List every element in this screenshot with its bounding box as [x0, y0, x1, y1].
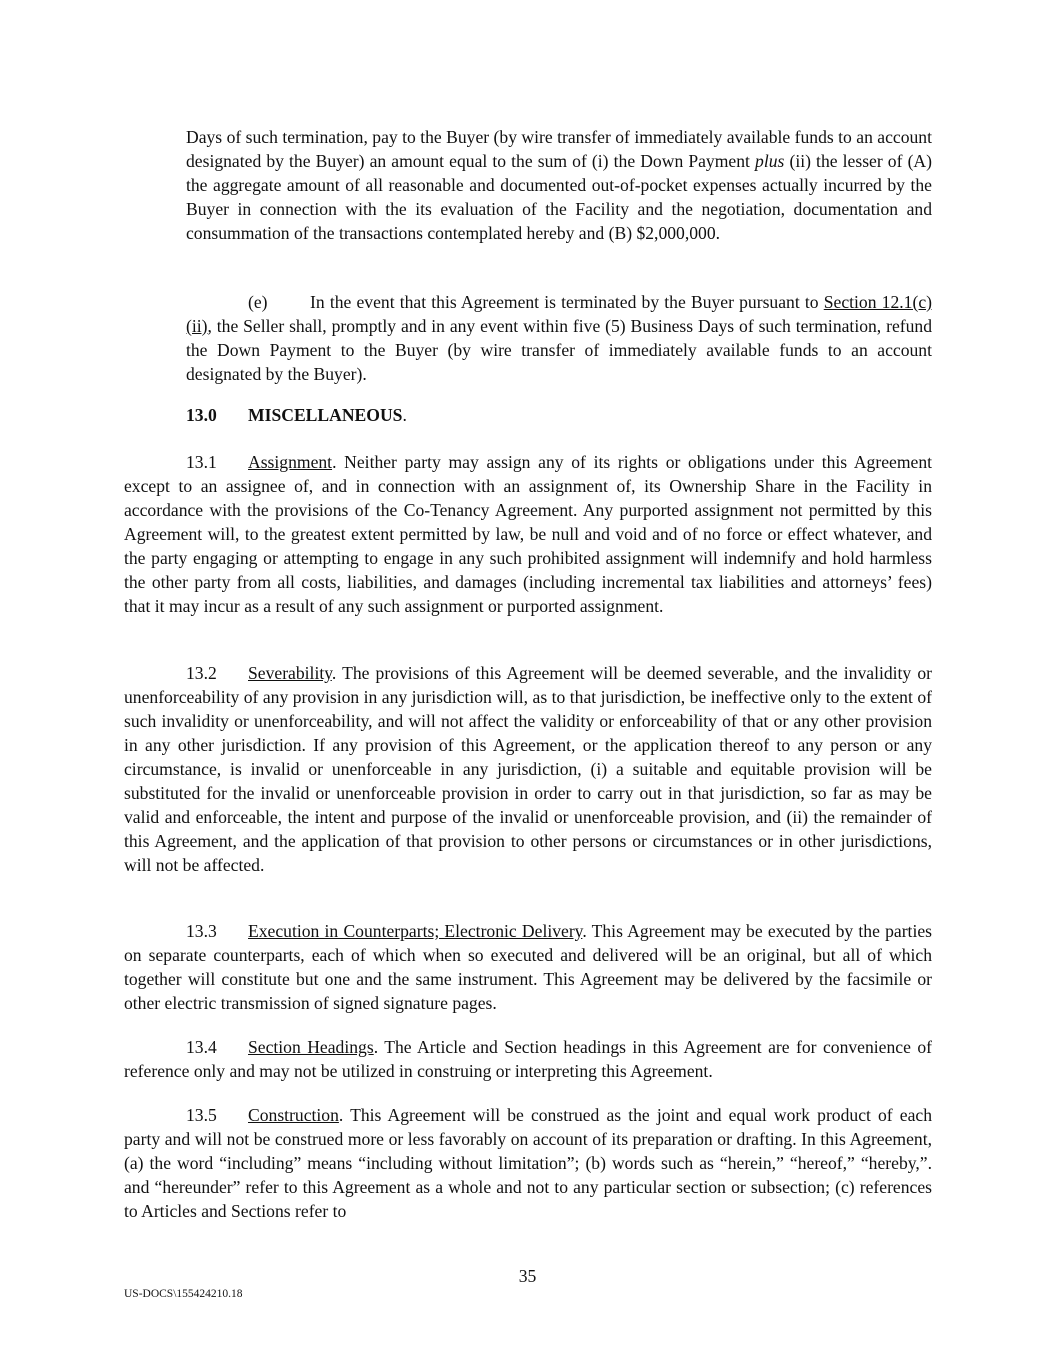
section-13-4 [124, 1035, 932, 1083]
section-number: 13.1 [186, 452, 217, 472]
continuation-italic: plus [755, 151, 785, 171]
paragraph-e [186, 290, 932, 386]
section-title: Section Headings [248, 1037, 374, 1057]
section-text: . The Article and Section headings in this Agreement are for convenience of reference only and may not be utilized in construing or interpreting this Agreement. [124, 1037, 932, 1081]
section-title: Execution in Counterparts; Electronic Delivery [248, 921, 583, 941]
section-title: Severability [248, 663, 332, 683]
section-title: Construction [248, 1105, 339, 1125]
section-heading [186, 403, 932, 427]
section-12-1-c-ii-link: Section 12.1(c)(ii) [186, 292, 932, 336]
section-number: 13.2 [186, 663, 217, 683]
section-heading-title: MISCELLANEOUS [248, 405, 403, 425]
section-title: Assignment [248, 452, 333, 472]
section-13-5 [124, 1103, 932, 1223]
paragraph-e-text-after: , the Seller shall, promptly and in any event within five (5) Business Days of such termination, refund the Down Payment to the Buyer (by wire transfer of immediately available funds to an account designated by the Buyer). [186, 316, 932, 384]
section-text: . Neither party may assign any of its rights or obligations under this Agreement except to an assignee of, and in connection with an assignment of, its Ownership Share in the Facility in accordance with the provisions of the Co-Tenancy Agreement. Any purported assignment not permitted by this Agreement will, to the greatest extent permitted by law, be null and void and of no force or effect whatever, and the party engaging or attempting to engage in any such prohibited assignment will indemnify and hold harmless the other party from all costs, liabilities, and damages (including incremental tax liabilities and attorneys’ fees) that it may incur as a result of any such assignment or purported assignment. [124, 452, 932, 616]
paragraph-e-label: (e) [248, 292, 268, 312]
section-13-2 [124, 661, 932, 877]
section-text: . This Agreement may be executed by the parties on separate counterparts, each of which when so executed and delivered will be an original, but all of which together will constitute but one and the same instrument. This Agreement may be delivered by the facsimile or other electric transmission of signed signature pages. [124, 921, 932, 1013]
document-id: US-DOCS\155424210.18 [124, 1288, 243, 1300]
continuation-text: Days of such termination, pay to the Buyer (by wire transfer of immediately available funds to an account designated by the Buyer) an amount equal to the sum of (i) the Down Payment [186, 127, 932, 171]
page-number: 35 [518, 1266, 537, 1286]
section-heading-punct: . [402, 405, 407, 425]
section-number: 13.4 [186, 1037, 217, 1057]
section-number: 13.5 [186, 1105, 217, 1125]
section-heading-number: 13.0 [186, 405, 217, 425]
section-13-1 [124, 450, 932, 618]
section-13-3 [124, 919, 932, 1015]
paragraph-e-text: In the event that this Agreement is terminated by the Buyer pursuant to [310, 292, 824, 312]
section-text: . The provisions of this Agreement will be deemed severable, and the invalidity or unenforceability of any provision in any jurisdiction will, as to that jurisdiction, be ineffective only to the extent of such invalidity or unenforceability, and will not affect the validity or enforceability of that or any other provision in any other jurisdiction. If any provision of this Agreement, or the application thereof to any person or any circumstance, is invalid or unenforceable in any jurisdiction, (i) a suitable and equitable provision will be substituted for the invalid or unenforceable provision in order to carry out in that jurisdiction, so far as may be valid and enforceable, the intent and purpose of the invalid or unenforceable provision, and (ii) the remainder of this Agreement, and the application of that provision to other persons or circumstances or in other jurisdictions, will not be affected. [124, 663, 932, 875]
continuation-text-after: (ii) the lesser of (A) the aggregate amount of all reasonable and documented out-of-pocket expenses actually incurred by the Buyer in connection with the its evaluation of the Facility and the negotiation, documentation and consummation of the transactions contemplated hereby and (B) $2,000,000. [186, 151, 932, 243]
continuation-paragraph [186, 125, 932, 245]
section-number: 13.3 [186, 921, 217, 941]
section-text: . This Agreement will be construed as the joint and equal work product of each party and will not be construed more or less favorably on account of its preparation or drafting. In this Agreement, (a) the word “including” means “including without limitation”; (b) words such as “herein,” “hereof,” “hereby,”. and “hereunder” refer to this Agreement as a whole and not to any particular section or subsection; (c) references to Articles and Sections refer to [124, 1105, 932, 1221]
